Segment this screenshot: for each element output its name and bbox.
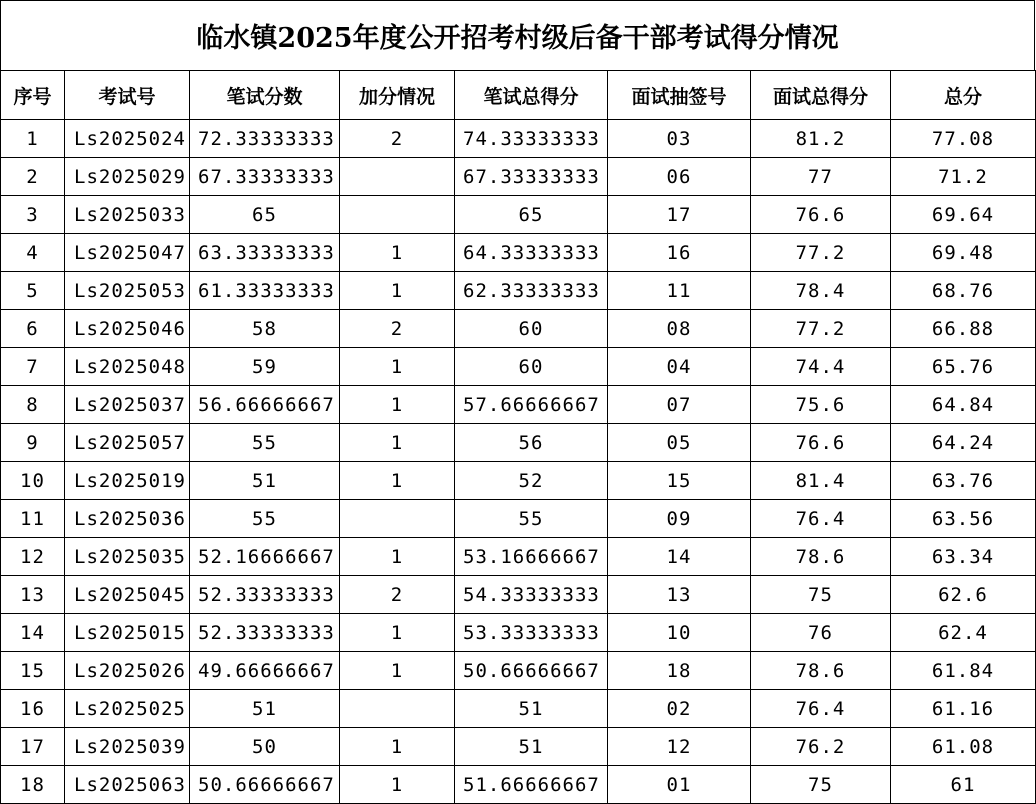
cell-exam-id: Ls2025026 [65,652,190,690]
cell-draw-number: 17 [608,196,751,234]
cell-exam-id: Ls2025045 [65,576,190,614]
cell-exam-id: Ls2025063 [65,766,190,804]
cell-total: 69.64 [891,196,1036,234]
cell-no: 17 [1,728,65,766]
cell-written-total: 50.66666667 [455,652,608,690]
cell-written-score: 65 [190,196,340,234]
table-row [1,766,1036,804]
header-row [1,71,1036,120]
cell-interview-score: 76.2 [751,728,891,766]
cell-written-score: 51 [190,462,340,500]
header-written-total: 笔试总得分 [455,71,608,120]
cell-exam-id: Ls2025035 [65,538,190,576]
cell-written-total: 74.33333333 [455,120,608,158]
cell-draw-number: 08 [608,310,751,348]
cell-written-total: 60 [455,310,608,348]
cell-total: 61.08 [891,728,1036,766]
cell-no: 5 [1,272,65,310]
cell-total: 64.24 [891,424,1036,462]
cell-no: 18 [1,766,65,804]
cell-interview-score: 78.6 [751,652,891,690]
cell-written-score: 72.33333333 [190,120,340,158]
cell-bonus [340,196,455,234]
cell-draw-number: 07 [608,386,751,424]
cell-no: 11 [1,500,65,538]
cell-total: 63.34 [891,538,1036,576]
cell-total: 61 [891,766,1036,804]
table-row [1,576,1036,614]
cell-no: 10 [1,462,65,500]
cell-total: 63.56 [891,500,1036,538]
table-row [1,424,1036,462]
cell-no: 13 [1,576,65,614]
cell-no: 7 [1,348,65,386]
table-row [1,538,1036,576]
cell-total: 71.2 [891,158,1036,196]
cell-written-score: 55 [190,500,340,538]
cell-written-score: 55 [190,424,340,462]
cell-no: 4 [1,234,65,272]
cell-interview-score: 77.2 [751,310,891,348]
cell-written-score: 50.66666667 [190,766,340,804]
cell-draw-number: 12 [608,728,751,766]
cell-draw-number: 15 [608,462,751,500]
table-row [1,386,1036,424]
header-exam-id: 考试号 [65,71,190,120]
cell-no: 9 [1,424,65,462]
cell-written-total: 53.33333333 [455,614,608,652]
cell-written-total: 64.33333333 [455,234,608,272]
cell-no: 8 [1,386,65,424]
cell-bonus: 1 [340,462,455,500]
table-row [1,158,1036,196]
cell-written-score: 50 [190,728,340,766]
cell-total: 61.84 [891,652,1036,690]
cell-total: 69.48 [891,234,1036,272]
cell-written-total: 55 [455,500,608,538]
cell-interview-score: 77.2 [751,234,891,272]
cell-draw-number: 03 [608,120,751,158]
cell-total: 63.76 [891,462,1036,500]
cell-exam-id: Ls2025033 [65,196,190,234]
cell-written-total: 54.33333333 [455,576,608,614]
table-row [1,234,1036,272]
cell-interview-score: 75 [751,766,891,804]
cell-total: 64.84 [891,386,1036,424]
cell-written-total: 60 [455,348,608,386]
cell-interview-score: 77 [751,158,891,196]
cell-draw-number: 04 [608,348,751,386]
score-table [0,70,1036,804]
cell-written-score: 51 [190,690,340,728]
cell-written-score: 67.33333333 [190,158,340,196]
cell-draw-number: 10 [608,614,751,652]
cell-bonus: 2 [340,576,455,614]
cell-no: 12 [1,538,65,576]
header-no: 序号 [1,71,65,120]
sheet-title: 临水镇2025年度公开招考村级后备干部考试得分情况 [0,0,1035,70]
cell-exam-id: Ls2025036 [65,500,190,538]
cell-bonus: 1 [340,386,455,424]
cell-exam-id: Ls2025029 [65,158,190,196]
cell-bonus [340,158,455,196]
cell-exam-id: Ls2025039 [65,728,190,766]
cell-interview-score: 78.6 [751,538,891,576]
cell-written-score: 61.33333333 [190,272,340,310]
header-total: 总分 [891,71,1036,120]
table-row [1,500,1036,538]
cell-written-score: 52.33333333 [190,576,340,614]
cell-bonus: 1 [340,272,455,310]
table-row [1,614,1036,652]
cell-interview-score: 74.4 [751,348,891,386]
cell-exam-id: Ls2025024 [65,120,190,158]
cell-exam-id: Ls2025015 [65,614,190,652]
table-row [1,348,1036,386]
cell-exam-id: Ls2025025 [65,690,190,728]
cell-draw-number: 02 [608,690,751,728]
cell-interview-score: 76.4 [751,690,891,728]
cell-written-score: 63.33333333 [190,234,340,272]
cell-interview-score: 81.4 [751,462,891,500]
cell-exam-id: Ls2025047 [65,234,190,272]
table-row [1,196,1036,234]
cell-written-total: 51 [455,728,608,766]
cell-exam-id: Ls2025037 [65,386,190,424]
cell-exam-id: Ls2025053 [65,272,190,310]
cell-written-total: 62.33333333 [455,272,608,310]
cell-interview-score: 75.6 [751,386,891,424]
cell-interview-score: 75 [751,576,891,614]
table-row [1,728,1036,766]
cell-no: 16 [1,690,65,728]
cell-written-score: 56.66666667 [190,386,340,424]
cell-exam-id: Ls2025048 [65,348,190,386]
table-body [1,120,1036,804]
cell-bonus: 1 [340,234,455,272]
cell-draw-number: 11 [608,272,751,310]
table-row [1,690,1036,728]
cell-bonus: 1 [340,766,455,804]
header-interview-score: 面试总得分 [751,71,891,120]
cell-total: 62.6 [891,576,1036,614]
header-written-score: 笔试分数 [190,71,340,120]
cell-draw-number: 05 [608,424,751,462]
header-bonus: 加分情况 [340,71,455,120]
cell-no: 2 [1,158,65,196]
cell-written-total: 57.66666667 [455,386,608,424]
cell-bonus: 1 [340,728,455,766]
cell-bonus [340,500,455,538]
table-row [1,652,1036,690]
cell-written-total: 65 [455,196,608,234]
cell-draw-number: 16 [608,234,751,272]
cell-no: 3 [1,196,65,234]
cell-bonus: 2 [340,120,455,158]
cell-draw-number: 14 [608,538,751,576]
cell-no: 1 [1,120,65,158]
cell-written-total: 53.16666667 [455,538,608,576]
cell-written-total: 51 [455,690,608,728]
cell-written-total: 67.33333333 [455,158,608,196]
cell-bonus: 1 [340,614,455,652]
cell-written-score: 59 [190,348,340,386]
table-row [1,462,1036,500]
cell-written-total: 56 [455,424,608,462]
cell-written-score: 52.16666667 [190,538,340,576]
cell-interview-score: 81.2 [751,120,891,158]
cell-bonus: 1 [340,652,455,690]
cell-total: 61.16 [891,690,1036,728]
cell-bonus: 1 [340,348,455,386]
cell-total: 66.88 [891,310,1036,348]
cell-exam-id: Ls2025019 [65,462,190,500]
cell-interview-score: 76 [751,614,891,652]
table-row [1,272,1036,310]
cell-total: 65.76 [891,348,1036,386]
cell-written-score: 58 [190,310,340,348]
cell-draw-number: 13 [608,576,751,614]
cell-no: 14 [1,614,65,652]
cell-exam-id: Ls2025057 [65,424,190,462]
cell-draw-number: 09 [608,500,751,538]
cell-bonus: 2 [340,310,455,348]
cell-draw-number: 18 [608,652,751,690]
header-draw-number: 面试抽签号 [608,71,751,120]
cell-draw-number: 01 [608,766,751,804]
cell-written-total: 52 [455,462,608,500]
cell-exam-id: Ls2025046 [65,310,190,348]
cell-no: 6 [1,310,65,348]
cell-bonus [340,690,455,728]
table-row [1,120,1036,158]
cell-draw-number: 06 [608,158,751,196]
cell-interview-score: 76.6 [751,424,891,462]
cell-total: 68.76 [891,272,1036,310]
cell-interview-score: 76.4 [751,500,891,538]
cell-interview-score: 78.4 [751,272,891,310]
cell-bonus: 1 [340,424,455,462]
cell-total: 77.08 [891,120,1036,158]
cell-total: 62.4 [891,614,1036,652]
cell-interview-score: 76.6 [751,196,891,234]
cell-no: 15 [1,652,65,690]
table-row [1,310,1036,348]
cell-written-score: 49.66666667 [190,652,340,690]
cell-written-score: 52.33333333 [190,614,340,652]
cell-written-total: 51.66666667 [455,766,608,804]
cell-bonus: 1 [340,538,455,576]
